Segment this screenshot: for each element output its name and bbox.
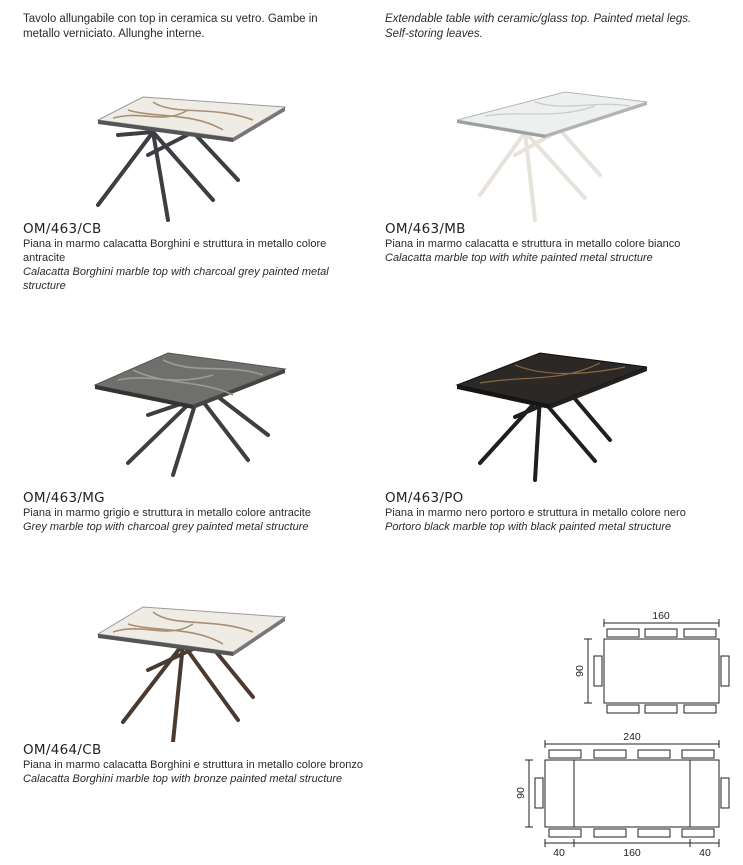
leaf-right-label: 40	[699, 847, 711, 859]
product-code: OM/464/CB	[23, 742, 102, 758]
intro-english: Extendable table with ceramic/glass top. Painted metal legs. Self-storing leaves.	[385, 13, 692, 40]
table-top	[98, 97, 285, 138]
product-description-en: Calacatta marble top with white painted metal structure	[385, 252, 653, 264]
table-legs	[98, 132, 238, 220]
closed-table-diagram	[584, 619, 729, 713]
table-image	[23, 345, 293, 485]
table-image	[23, 592, 293, 742]
table-image	[385, 80, 655, 230]
closed-depth-label: 90	[574, 665, 586, 677]
table-legs	[480, 130, 600, 220]
open-depth-label: 90	[515, 787, 527, 799]
product-description-en: Calacatta Borghini marble top with charcoal grey painted metal structure	[23, 266, 329, 292]
product-description-it: Piana in marmo nero portoro e struttura in metallo colore nero	[385, 507, 686, 519]
intro-italian: Tavolo allungabile con top in ceramica su vetro. Gambe in metallo verniciato. Allunghe interne.	[23, 13, 318, 40]
closed-width-label: 160	[652, 610, 670, 622]
table-image	[23, 80, 293, 230]
product-description-it: Piana in marmo grigio e struttura in metallo colore antracite	[23, 507, 311, 519]
center-section-label: 160	[623, 847, 641, 859]
product-code: OM/463/CB	[23, 221, 102, 237]
product-description-it: Piana in marmo calacatta Borghini e struttura in metallo colore bronzo	[23, 759, 363, 771]
product-description-en: Calacatta Borghini marble top with bronze painted metal structure	[23, 773, 343, 785]
product-code: OM/463/MB	[385, 221, 466, 237]
product-code: OM/463/MG	[23, 490, 105, 506]
product-description-it: Piana in marmo calacatta e struttura in metallo colore bianco	[385, 238, 681, 250]
table-legs	[123, 642, 253, 742]
open-width-label: 240	[623, 731, 641, 743]
table-image	[385, 345, 655, 485]
product-description-en: Grey marble top with charcoal grey painted metal structure	[23, 521, 309, 533]
leaf-left-label: 40	[553, 847, 565, 859]
product-description-it: Piana in marmo calacatta Borghini e struttura in metallo colore antracite	[23, 238, 327, 264]
open-table-diagram	[525, 740, 729, 847]
product-code: OM/463/PO	[385, 490, 464, 506]
product-description-en: Portoro black marble top with black painted metal structure	[385, 521, 672, 533]
